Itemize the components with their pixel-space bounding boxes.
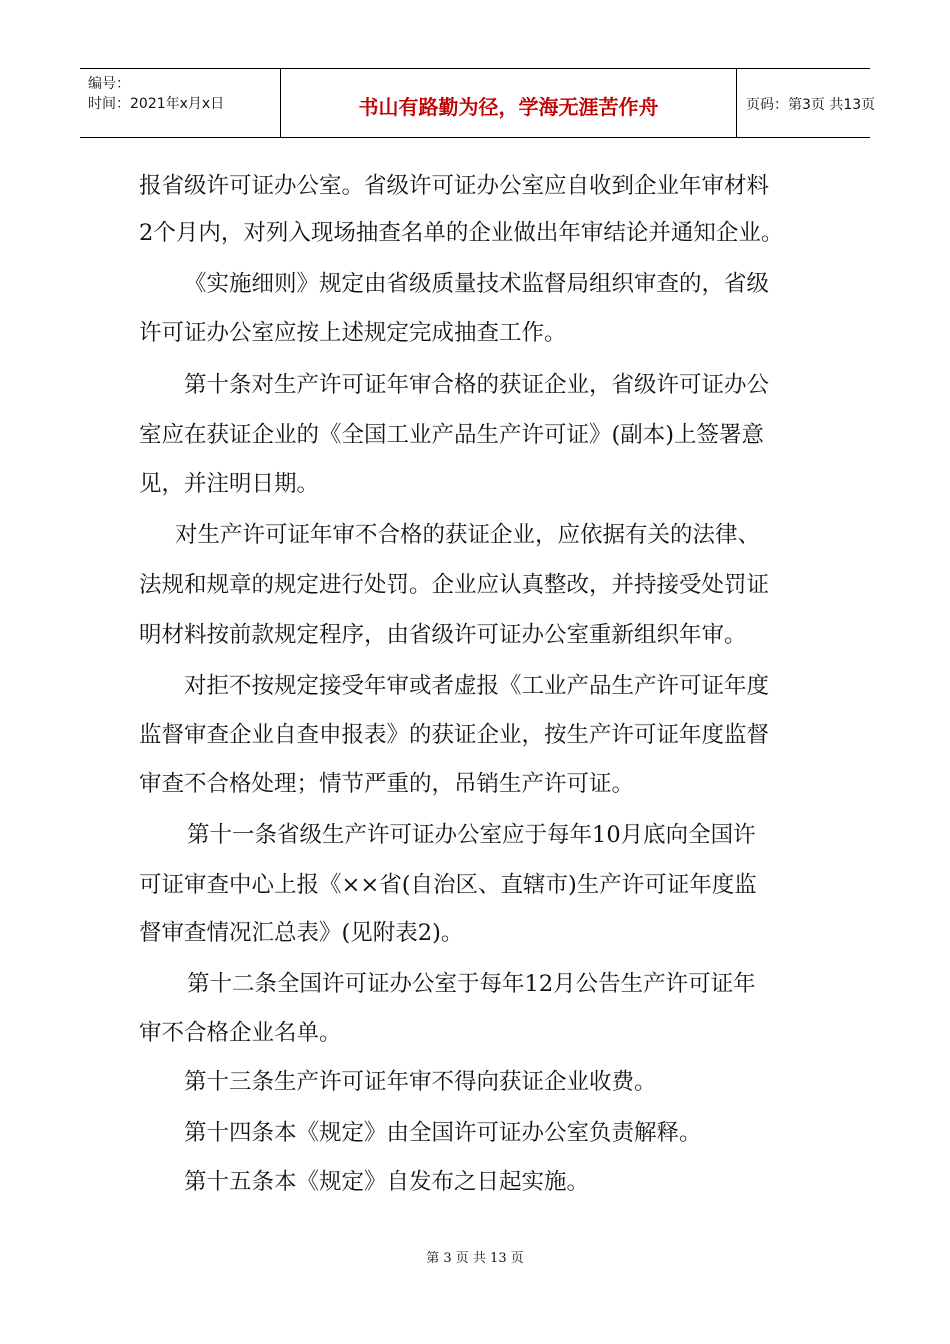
document-number-label: 编号： bbox=[88, 76, 130, 92]
body-line: 室应在获证企业的《全国工业产品生产许可证》(副本)上签署意 bbox=[139, 422, 765, 448]
body-line: 第十三条生产许可证年审不得向获证企业收费。 bbox=[184, 1069, 657, 1095]
document-date-label: 时间：2021年x月x日 bbox=[88, 96, 225, 112]
body-line: 可证审查中心上报《××省(自治区、直辖市)生产许可证年度监 bbox=[139, 872, 757, 898]
body-line: 监督审查企业自查申报表》的获证企业，按生产许可证年度监督 bbox=[139, 722, 770, 748]
body-line: 对拒不按规定接受年审或者虚报《工业产品生产许可证年度 bbox=[184, 673, 770, 699]
body-line: 第十二条全国许可证办公室于每年12月公告生产许可证年 bbox=[187, 971, 756, 997]
body-line: 许可证办公室应按上述规定完成抽查工作。 bbox=[139, 320, 567, 346]
page-footer: 第 3 页 共 13 页 bbox=[426, 1251, 524, 1266]
body-line: 第十一条省级生产许可证办公室应于每年10月底向全国许 bbox=[187, 822, 756, 848]
body-line: 第十条对生产许可证年审合格的获证企业，省级许可证办公 bbox=[184, 372, 770, 398]
header-motto-cell bbox=[280, 69, 737, 137]
body-line: 对生产许可证年审不合格的获证企业，应依据有关的法律、 bbox=[175, 522, 761, 548]
body-line: 2个月内，对列入现场抽查名单的企业做出年审结论并通知企业。 bbox=[139, 220, 784, 246]
header-motto: 书山有路勤为径，学海无涯苦作舟 bbox=[358, 95, 659, 119]
body-line: 第十五条本《规定》自发布之日起实施。 bbox=[184, 1169, 590, 1195]
header-page-cell bbox=[736, 69, 876, 137]
body-line: 督审查情况汇总表》(见附表2)。 bbox=[139, 920, 464, 946]
body-line: 明材料按前款规定程序，由省级许可证办公室重新组织年审。 bbox=[139, 622, 747, 648]
body-line: 见，并注明日期。 bbox=[139, 471, 320, 497]
body-line: 《实施细则》规定由省级质量技术监督局组织审查的，省级 bbox=[184, 271, 770, 297]
header-page-info: 页码：第3页 共13页 bbox=[746, 97, 876, 113]
body-line: 审不合格企业名单。 bbox=[139, 1020, 342, 1046]
body-line: 审查不合格处理；情节严重的，吊销生产许可证。 bbox=[139, 771, 635, 797]
body-line: 法规和规章的规定进行处罚。企业应认真整改，并持接受处罚证 bbox=[139, 572, 770, 598]
header-meta-cell bbox=[80, 69, 280, 137]
body-line: 第十四条本《规定》由全国许可证办公室负责解释。 bbox=[184, 1120, 702, 1146]
body-line: 报省级许可证办公室。省级许可证办公室应自收到企业年审材料 bbox=[139, 173, 770, 199]
document-header bbox=[80, 68, 876, 138]
